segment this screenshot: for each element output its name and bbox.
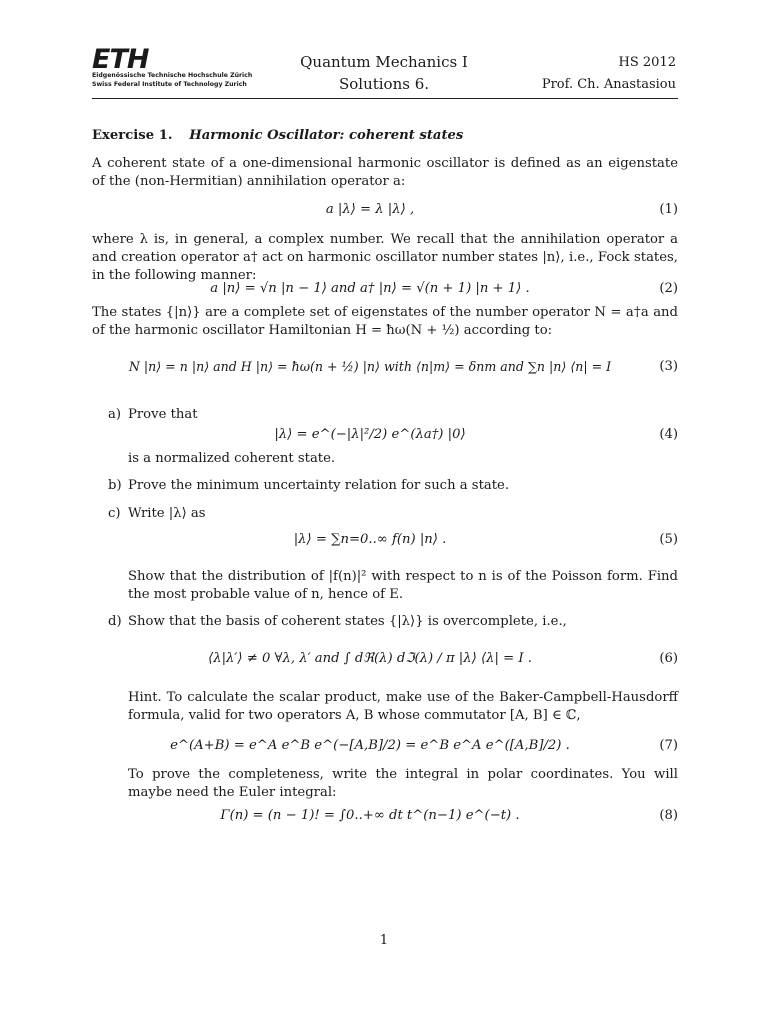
professor: Prof. Ch. Anastasiou [541,77,676,92]
equation-8-body: Γ(n) = (n − 1)! = ∫0..+∞ dt t^(n−1) e^(−t) . [220,808,520,823]
polar-paragraph: To prove the completeness, write the integral in polar coordinates. You will maybe need the Euler integral: [128,767,678,800]
intro-paragraph: A coherent state of a one-dimensional harmonic oscillator is defined as an eigenstate of the (non-Hermitian) annihilation operator a: [92,156,678,189]
equation-3 [92,358,678,382]
hint-paragraph: Hint. To calculate the scalar product, make use of the Baker-Campbell-Hausdorff formula, valid for two operators A, B whose commutator [A, B] ∈ ℂ, [128,690,678,723]
equation-2-number: (2) [659,281,678,296]
equation-4-body: |λ⟩ = e^(−|λ|²/2) e^(λa†) |0⟩ [274,427,466,442]
eigenstates-paragraph: The states {|n⟩} are a complete set of eigenstates of the number operator N = a†a and of the harmonic oscillator Hamiltonian H = ħω(N + ½) according to: [92,305,678,338]
part-c-text: Write |λ⟩ as [128,506,206,521]
equation-1-body: a |λ⟩ = λ |λ⟩ , [325,202,415,217]
page-number: 1 [379,933,389,948]
equation-5-body: |λ⟩ = ∑n=0..∞ f(n) |n⟩ . [293,532,447,547]
part-a-text: Prove that [128,407,198,422]
sheet-title: Solutions 6. [338,75,430,93]
equation-4-number: (4) [659,427,678,442]
equation-7 [92,737,678,761]
equation-3-body: N |n⟩ = n |n⟩ and H |n⟩ = ħω(n + ½) |n⟩ with ⟨n|m⟩ = δnm and ∑n |n⟩ ⟨n| = I [128,359,612,374]
part-a-after: is a normalized coherent state. [128,451,336,466]
equation-7-number: (7) [659,738,678,753]
exercise-label: Exercise 1. [92,128,173,143]
equation-8 [92,807,678,831]
part-c-after: Show that the distribution of |f(n)|² with respect to n is of the Poisson form. Find the most probable value of n, hence of E. [128,569,678,602]
equation-5 [92,531,678,555]
eth-logo: ETH [92,44,149,75]
exercise-heading [92,127,463,145]
exercise-title: Harmonic Oscillator: coherent states [189,128,464,143]
equation-3-number: (3) [659,359,678,374]
operators-paragraph: where λ is, in general, a complex number. We recall that the annihilation operator a and creation operator a† act on harmonic oscillator number states |n⟩, i.e., Fock states, in the following manner: [92,232,678,283]
equation-2-body: a |n⟩ = √n |n − 1⟩ and a† |n⟩ = √(n + 1) |n + 1⟩ . [210,281,530,296]
equation-2 [92,280,678,304]
part-b-text: Prove the minimum uncertainty relation for such a state. [128,478,510,493]
equation-5-number: (5) [659,532,678,547]
header-rule [92,98,678,99]
course-title: Quantum Mechanics I [300,53,468,71]
equation-6-number: (6) [659,651,678,666]
equation-1 [92,201,678,225]
part-d-label: d) [108,614,122,629]
part-b-label: b) [108,478,122,493]
equation-6 [92,650,678,674]
equation-8-number: (8) [659,808,678,823]
equation-1-number: (1) [659,202,678,217]
part-d-text: Show that the basis of coherent states {|λ⟩} is overcomplete, i.e., [128,614,567,629]
logo-subtitle-en: Swiss Federal Institute of Technology Zurich [92,81,247,88]
semester: HS 2012 [618,55,676,70]
equation-4 [92,426,678,450]
logo-subtitle-de: Eidgenössische Technische Hochschule Zürich [92,72,253,79]
part-a-label: a) [108,407,122,422]
equation-7-body: e^(A+B) = e^A e^B e^(−[A,B]/2) = e^B e^A e^([A,B]/2) . [170,738,570,753]
equation-6-body: ⟨λ|λ′⟩ ≠ 0 ∀λ, λ′ and ∫ dℜ(λ) dℑ(λ) / π |λ⟩ ⟨λ| = I . [208,651,532,666]
part-c-label: c) [108,506,121,521]
